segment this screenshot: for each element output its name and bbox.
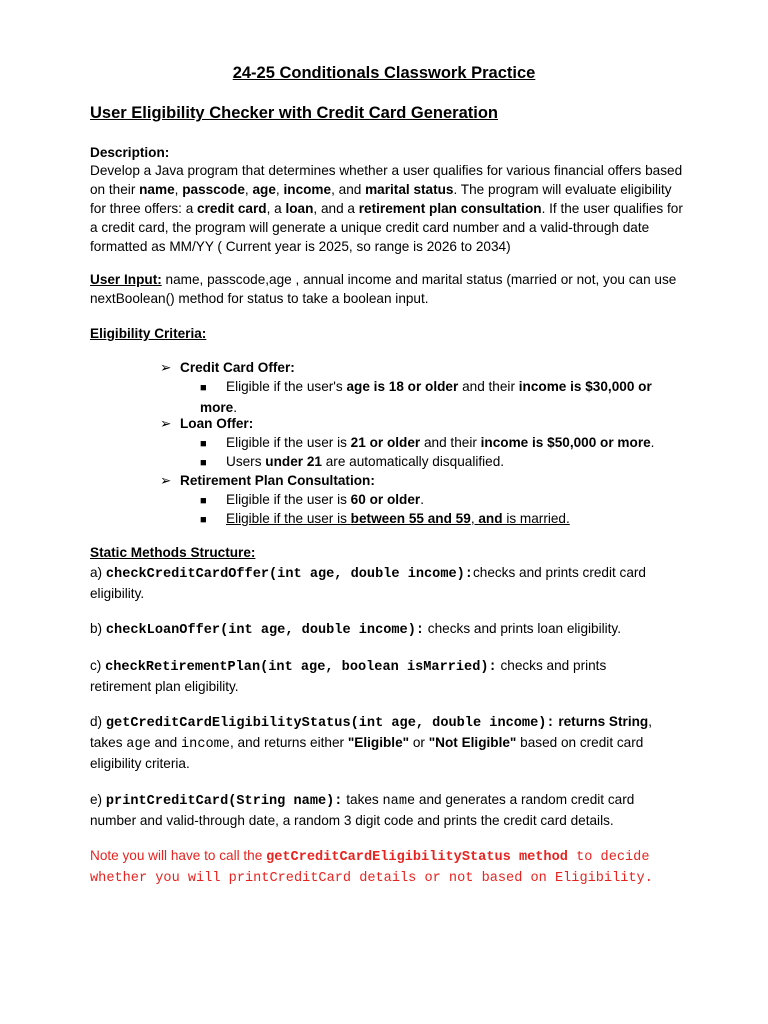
method-a-signature: checkCreditCardOffer(int age, double income): xyxy=(105,567,473,582)
user-input-paragraph: User Input: name, passcode,age , annual income and marital status (married or not, you can use nextBoolean() method for status to take a boolean input. xyxy=(90,272,677,306)
method-b-signature: checkLoanOffer(int age, double income): xyxy=(105,623,425,638)
method-d-signature: getCreditCardEligibilityStatus(int age, double income): xyxy=(105,716,555,731)
arrow-bullet-icon: ➢ xyxy=(160,360,172,375)
square-bullet-icon: ■ xyxy=(200,514,207,526)
methods-heading: Static Methods Structure: xyxy=(90,545,256,560)
criteria-loan-rule-2: ■ Users under 21 are automatically disqualified. xyxy=(200,452,680,473)
method-d: d) getCreditCardEligibilityStatus(int age, double income): returns String, takes age and income, and returns either "Eligible" or "Not Eligible" based on credit card eligibility criteria. xyxy=(90,714,652,771)
note-method-name: getCreditCardEligibilityStatus method xyxy=(266,850,568,865)
square-bullet-icon: ■ xyxy=(200,382,207,394)
criteria-credit-card: ➢ Credit Card Offer: xyxy=(160,360,295,375)
method-e-signature: printCreditCard(String name): xyxy=(105,794,343,809)
square-bullet-icon: ■ xyxy=(200,495,207,507)
criteria-heading: Eligibility Criteria: xyxy=(90,326,207,341)
arrow-bullet-icon: ➢ xyxy=(160,416,172,431)
arrow-bullet-icon: ➢ xyxy=(160,473,172,488)
description-heading: Description: xyxy=(90,145,170,160)
method-e: e) printCreditCard(String name): takes name and generates a random credit card number and valid-through date, a random 3 digit code and prints the credit card details. xyxy=(90,792,635,828)
page-title: 24-25 Conditionals Classwork Practice xyxy=(232,64,536,82)
description-paragraph: Develop a Java program that determines whether a user qualifies for various financial offers based on their name, passcode, age, income, and marital status. The program will evaluate eligibility for three offers: a credit card, a loan, and a retirement plan consultation. If the user qualifies for a credit card, the program will generate a unique credit card number and a valid-through date formatted as MM/YY ( Current year is 2025, so range is 2026 to 2034) xyxy=(90,163,683,254)
criteria-credit-card-rule: ■ Eligible if the user's age is 18 or older and their income is $30,000 or more. xyxy=(200,379,652,415)
criteria-retirement-rule-1: ■ Eligible if the user is 60 or older. xyxy=(200,490,680,511)
criteria-retirement-rule-2: ■ Eligible if the user is between 55 and 59, and is married. xyxy=(200,509,680,530)
user-input-label: User Input: xyxy=(90,272,162,287)
criteria-loan-rule-1: ■ Eligible if the user is 21 or older and their income is $50,000 or more. xyxy=(200,433,680,454)
method-c-signature: checkRetirementPlan(int age, boolean isMarried): xyxy=(105,660,497,675)
method-b: b) checkLoanOffer(int age, double income): checks and prints loan eligibility. xyxy=(90,621,621,638)
square-bullet-icon: ■ xyxy=(200,438,207,450)
note-paragraph: Note you will have to call the getCreditCardEligibilityStatus method to decide whether you will printCreditCard details or not based on Eligibility. xyxy=(90,848,653,886)
method-c: c) checkRetirementPlan(int age, boolean isMarried): checks and prints retirement plan eligibility. xyxy=(90,658,607,694)
page-subtitle: User Eligibility Checker with Credit Card Generation xyxy=(90,104,499,122)
criteria-retirement: ➢ Retirement Plan Consultation: xyxy=(160,473,375,488)
criteria-loan: ➢ Loan Offer: xyxy=(160,416,254,431)
method-a: a) checkCreditCardOffer(int age, double income):checks and prints credit card eligibility. xyxy=(90,565,646,601)
square-bullet-icon: ■ xyxy=(200,457,207,469)
